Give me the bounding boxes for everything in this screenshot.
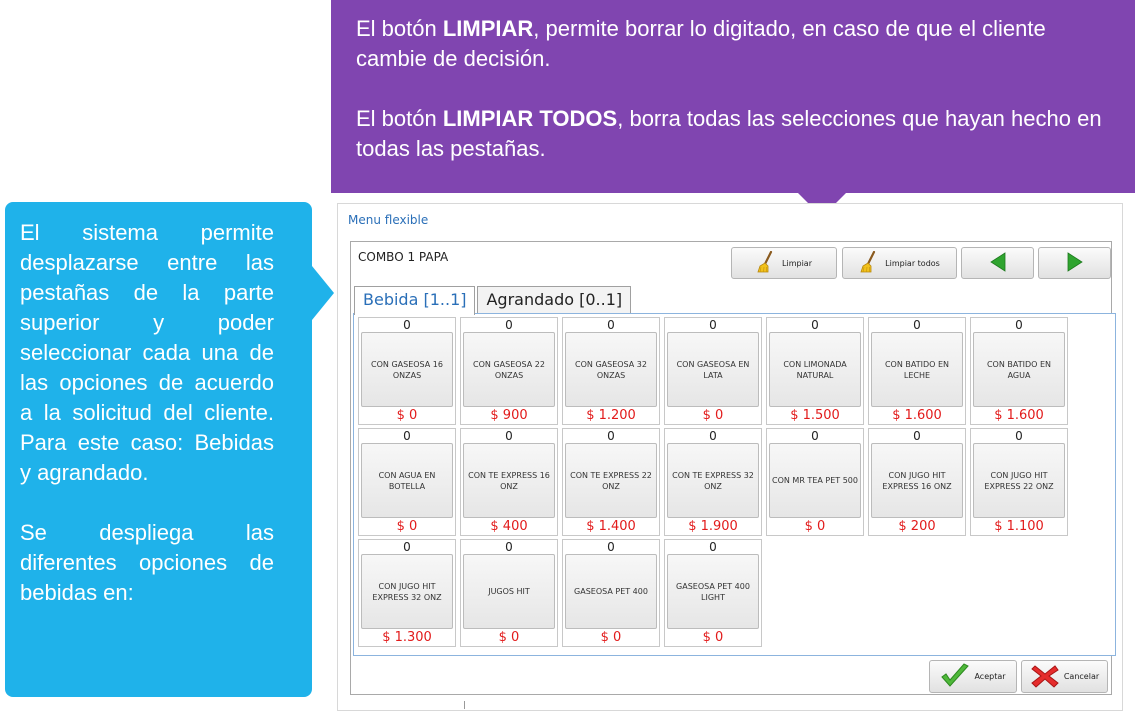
- dialog-title: Menu flexible: [348, 213, 429, 227]
- option-select-button[interactable]: CON LIMONADA NATURAL: [769, 332, 861, 407]
- checkmark-icon: [940, 663, 974, 691]
- beverage-option: [664, 539, 762, 647]
- option-price: $ 900: [490, 408, 528, 423]
- aceptar-button[interactable]: [929, 660, 1017, 693]
- option-select-button[interactable]: CON JUGO HIT EXPRESS 32 ONZ: [361, 554, 453, 629]
- blue-callout-pointer: [312, 266, 334, 320]
- previous-tab-button[interactable]: [961, 247, 1034, 279]
- beverage-option: [562, 317, 660, 425]
- option-select-button[interactable]: CON MR TEA PET 500: [769, 443, 861, 518]
- option-select-button[interactable]: CON AGUA EN BOTELLA: [361, 443, 453, 518]
- option-price: $ 0: [702, 408, 724, 423]
- arrow-left-icon: [989, 252, 1007, 274]
- beverage-option: [562, 539, 660, 647]
- limpiar-todos-button[interactable]: [842, 247, 957, 279]
- aceptar-label: Aceptar: [974, 672, 1006, 681]
- option-quantity: 0: [913, 429, 921, 443]
- option-price: $ 0: [498, 630, 520, 645]
- cancelar-button[interactable]: [1021, 660, 1108, 693]
- broom-icon: [756, 251, 782, 275]
- option-quantity: 0: [709, 318, 717, 332]
- beverage-option: [460, 317, 558, 425]
- option-quantity: 0: [505, 429, 513, 443]
- option-quantity: 0: [709, 540, 717, 554]
- combo-frame: [350, 241, 1112, 695]
- tab-agrandado[interactable]: Agrandado [0..1]: [477, 286, 631, 313]
- beverage-option: [766, 317, 864, 425]
- option-quantity: 0: [1015, 429, 1023, 443]
- option-select-button[interactable]: GASEOSA PET 400: [565, 554, 657, 629]
- option-select-button[interactable]: CON TE EXPRESS 32 ONZ: [667, 443, 759, 518]
- beverage-option: [970, 428, 1068, 536]
- limpiar-keyword: LIMPIAR: [442, 16, 534, 41]
- option-price: $ 200: [898, 519, 936, 534]
- option-price: $ 1.500: [790, 408, 840, 423]
- option-price: $ 0: [702, 630, 724, 645]
- option-quantity: 0: [607, 429, 615, 443]
- option-price: $ 0: [396, 519, 418, 534]
- combo-label: COMBO 1 PAPA: [358, 250, 449, 264]
- beverage-option: [868, 428, 966, 536]
- option-quantity: 0: [811, 318, 819, 332]
- option-select-button[interactable]: CON JUGO HIT EXPRESS 16 ONZ: [871, 443, 963, 518]
- menu-flexible-dialog: [337, 203, 1123, 711]
- option-price: $ 0: [396, 408, 418, 423]
- option-select-button[interactable]: CON TE EXPRESS 22 ONZ: [565, 443, 657, 518]
- cancelar-label: Cancelar: [1063, 672, 1100, 681]
- beverage-option: [358, 428, 456, 536]
- option-quantity: 0: [709, 429, 717, 443]
- close-icon: [1030, 663, 1064, 691]
- option-select-button[interactable]: JUGOS HIT: [463, 554, 555, 629]
- option-price: $ 1.100: [994, 519, 1044, 534]
- purple-callout: [331, 0, 1135, 193]
- callout-limpiar-todos-text: El botón LIMPIAR TODOS, borra todas las selecciones que hayan hecho en todas las pestañas.: [356, 106, 1102, 161]
- beverage-option: [664, 428, 762, 536]
- beverage-option: [460, 428, 558, 536]
- option-quantity: 0: [505, 540, 513, 554]
- callout-limpiar-text: El botón LIMPIAR, permite borrar lo digitado, en caso de que el cliente cambie de decisión.: [356, 16, 1046, 71]
- tab-bebida[interactable]: Bebida [1..1]: [354, 286, 475, 315]
- option-price: $ 0: [804, 519, 826, 534]
- option-price: $ 1.200: [586, 408, 636, 423]
- callout-tabs-text: El sistema permite desplazarse entre las pestañas de la parte superior y poder seleccionar cada una de las opciones de acuerdo a la solicitud del cliente. Para este caso: Bebidas y agrandado.: [20, 220, 274, 485]
- beverage-options-panel: [353, 313, 1116, 656]
- option-select-button[interactable]: CON GASEOSA 22 ONZAS: [463, 332, 555, 407]
- option-quantity: 0: [403, 429, 411, 443]
- divider: [464, 701, 465, 709]
- beverage-option: [970, 317, 1068, 425]
- option-select-button[interactable]: CON BATIDO EN LECHE: [871, 332, 963, 407]
- option-quantity: 0: [403, 540, 411, 554]
- option-quantity: 0: [505, 318, 513, 332]
- option-select-button[interactable]: CON GASEOSA 32 ONZAS: [565, 332, 657, 407]
- option-select-button[interactable]: GASEOSA PET 400 LIGHT: [667, 554, 759, 629]
- beverage-option: [766, 428, 864, 536]
- next-tab-button[interactable]: [1038, 247, 1111, 279]
- beverage-option: [664, 317, 762, 425]
- option-price: $ 1.900: [688, 519, 738, 534]
- limpiar-label: Limpiar: [782, 258, 812, 268]
- option-quantity: 0: [913, 318, 921, 332]
- option-price: $ 1.300: [382, 630, 432, 645]
- option-quantity: 0: [811, 429, 819, 443]
- option-price: $ 1.600: [892, 408, 942, 423]
- beverage-option: [358, 317, 456, 425]
- option-price: $ 1.600: [994, 408, 1044, 423]
- option-quantity: 0: [1015, 318, 1023, 332]
- option-select-button[interactable]: CON BATIDO EN AGUA: [973, 332, 1065, 407]
- option-select-button[interactable]: CON JUGO HIT EXPRESS 22 ONZ: [973, 443, 1065, 518]
- limpiar-todos-label: Limpiar todos: [885, 258, 940, 268]
- beverage-option: [358, 539, 456, 647]
- blue-callout: [5, 202, 312, 697]
- arrow-right-icon: [1066, 252, 1084, 274]
- beverage-option: [868, 317, 966, 425]
- beverage-option: [562, 428, 660, 536]
- broom-icon: [859, 251, 885, 275]
- limpiar-button[interactable]: [731, 247, 837, 279]
- callout-options-text: Se despliega las diferentes opciones de bebidas en:: [20, 520, 274, 605]
- option-select-button[interactable]: CON GASEOSA EN LATA: [667, 332, 759, 407]
- option-select-button[interactable]: CON TE EXPRESS 16 ONZ: [463, 443, 555, 518]
- option-select-button[interactable]: CON GASEOSA 16 ONZAS: [361, 332, 453, 407]
- option-price: $ 1.400: [586, 519, 636, 534]
- option-quantity: 0: [403, 318, 411, 332]
- option-quantity: 0: [607, 540, 615, 554]
- option-price: $ 0: [600, 630, 622, 645]
- option-price: $ 400: [490, 519, 528, 534]
- tab-strip: [354, 286, 633, 313]
- beverage-option: [460, 539, 558, 647]
- limpiar-todos-keyword: LIMPIAR TODOS: [442, 106, 618, 131]
- option-quantity: 0: [607, 318, 615, 332]
